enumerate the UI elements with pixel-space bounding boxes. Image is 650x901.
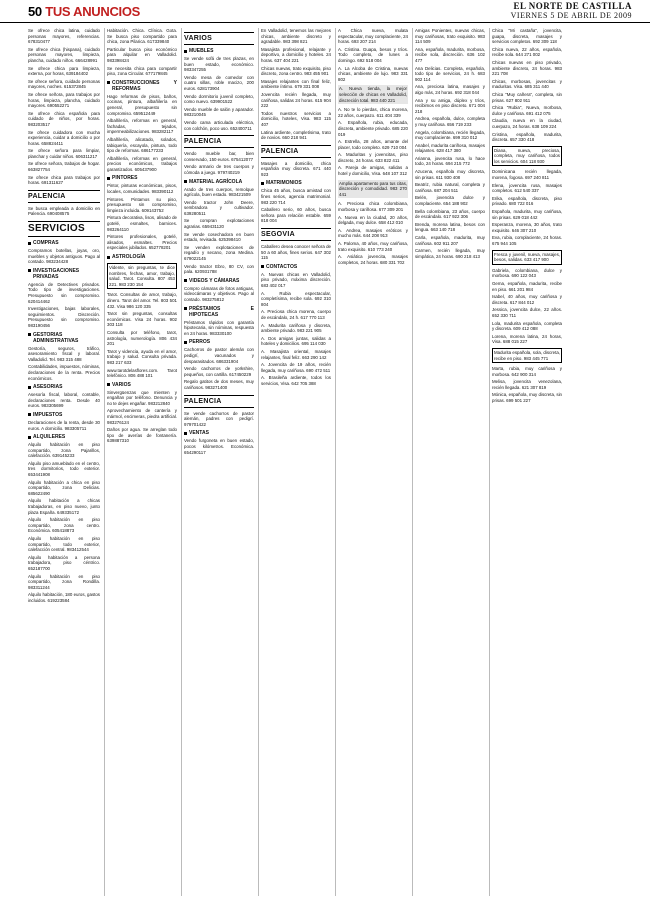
highlighted-ad: Amplia apartamento para tus citas, discreción y comodidad. 983 270 441	[339, 180, 407, 197]
classified-ad: Se necesita chica para compartir piso, zona Circular. 677179845	[107, 65, 177, 77]
classified-ad: www.tarotdelasflores.com. Tarot telefónico. 806 488 101	[107, 367, 177, 379]
classified-ad: Chica 45 años, busca amistad con fines serios, agencia matrimonial. 983 220 714	[261, 188, 331, 205]
classified-ad: Pintura decorativa, lisos, alisado de gotelé, esmaltes, barnices. 983264110	[107, 215, 177, 232]
classified-ad: Alquilo habitación, 180 euros, gastos incluidos. 619223584	[28, 592, 100, 603]
classified-ad: Brenda, morena latina, besos con lengua. 663 140 718	[415, 221, 485, 233]
classified-ad: Declaraciones de la renta, desde 30 euros. A domicilio. 983305711	[28, 419, 100, 431]
classified-ad: Se ofrece señora, trabajos de hogar. 663827754	[28, 161, 100, 173]
classified-ad: Asesoría fiscal, laboral, contable, declaraciones renta. Desde 40 euros. 983305699	[28, 392, 100, 409]
classified-ad: Elena, jovencita rusa, masajes completos. 612 540 337	[492, 182, 562, 194]
classified-ad: Sinvergüenzas que mienten y engañan por teléfono. Denuncia y no te dejes engañar. 983212840	[107, 389, 177, 406]
section-heading: PALENCIA	[28, 190, 100, 203]
classified-ad: Vendo furgoneta en buen estado, pocos kilómetros. Económica. 654290117	[184, 438, 254, 455]
category-heading: PINTORES	[107, 175, 177, 181]
classified-ad: Ana, española, madurita, morbosa, recibe sola, discreción. 636 102 477	[415, 46, 485, 63]
classified-ad: Cristina, española, madurita, discreta. 657 330 418	[492, 131, 562, 143]
classified-ad: Jovencita recién llegada, muy cariñosa, salidas 24 horas. 615 904 222	[261, 91, 331, 109]
classified-ad: Vendo tractor John Deere, sembradora y cultivador. 639280511	[184, 199, 254, 216]
classified-ad: Se ofrece cuidadora con mucha experiencia, cuidar a domicilio o por horas. 658824411	[28, 129, 100, 146]
classified-ad: Masajes relajantes con final feliz, ambiente íntimo. 679 331 008	[261, 78, 331, 90]
classified-ad: Carmen, recién llegada, muy simpática, 24 horas. 690 218 413	[415, 248, 485, 259]
classified-ad: Cachorros de pastor alemán con pedigrí, vacunados y desparasitados. 686331904	[184, 347, 254, 364]
classified-ad: Lorena, morena latina, 24 horas, Visa. 688 015 227	[492, 333, 562, 345]
classified-ad: Latina ardiente, completísima, trato de novios. 660 218 941	[261, 129, 331, 141]
category-heading: PRÉSTAMOS E HIPOTECAS	[184, 306, 254, 318]
featured-ad: Fresca y juvenil, nueva, masajes, besos, salidas. 633 417 900	[492, 250, 562, 265]
classified-ad: Angela, colombiana, recién llegada, muy complaciente. 699 310 012	[415, 129, 485, 141]
featured-ad: Madurita española, sola, discreta, recibe en piso. 983 445 771	[492, 348, 562, 363]
category-heading: GESTORIAS ADMINISTRATIVAS	[28, 332, 100, 344]
classified-ad: Tarot sin preguntas, consultas económicas. Visa 24 horas. 902 303 118	[107, 311, 177, 328]
classified-ad: Se vende sofá de tres plazas, en buen estado, económico. 983347255	[184, 56, 254, 73]
classified-ad: Aprovechamiento de cantería y mármol, encimeras, piedra artificial. 983276124	[107, 408, 177, 425]
classified-ad: Mónica, española, muy discreta, sin prisas. 699 501 227	[492, 392, 562, 404]
classified-column	[28, 28, 100, 896]
classified-ad: Esperanza, morena, 30 años, trato exquisito. 646 307 210	[492, 222, 562, 233]
classified-ad: Gestoría, seguros, tráfico, asesoramiento fiscal y laboral. Valladolid. Tel. 983 315 488	[28, 345, 100, 362]
category-heading: MATERIAL AGRÍCOLA	[184, 179, 254, 185]
classified-ad: Anabel, madurita cariñosa, masajes relajantes. 628 417 380	[415, 142, 485, 154]
section-heading: PALENCIA	[184, 395, 254, 408]
classified-ad: Bella colombiana, 23 años, cuerpo de escándalo. 617 922 306	[415, 208, 485, 220]
classified-ad: Gema, española, madurita, recibe en piso. 661 201 984	[492, 280, 562, 292]
classified-ad: A. Asiática jovencita, masajes completos, 24 horas. 680 331 702	[338, 254, 408, 265]
classified-ad: A. No te lo pierdas, chica morena, 22 años, cuerpazo. 611 404 339	[338, 107, 408, 118]
classified-ad: Vendo mueble bar, bien conservado, 150 euros. 675412077	[184, 151, 254, 162]
section-heading: PALENCIA	[261, 145, 331, 158]
classified-ad: Amigas Ponientes, nuevas chicas, muy cariñosas, trato exquisito. 983 114 509	[415, 28, 485, 45]
newspaper-name: EL NORTE DE CASTILLA	[513, 1, 632, 11]
classified-ad: Vendo cachorros de yorkshire, pequeños, con cartilla. 617450229	[184, 366, 254, 377]
section-heading: VARIOS	[184, 32, 254, 45]
classified-ad: Alquilo habitación a persona trabajadora, piso céntrico. 652187700	[28, 554, 100, 571]
classified-ad: Carla, española, madurita, muy cariñosa. 602 911 207	[415, 235, 485, 246]
classified-ad: Vendo mueble de salón y aparador. 983210045	[184, 106, 254, 118]
classified-ad: Se ofrece chica latina, cuidado personas mayores, referencias. 678310477	[28, 28, 100, 45]
classified-ad: A. Española, rubia, educada, discreta, ambiente privado. 685 220 019	[338, 120, 408, 137]
classified-ad: Pintores. Pintamos su piso, presupuesto sin compromiso, limpieza incluida. 609143752	[107, 196, 177, 213]
classified-ad: A. Pareja de amigas, salidas a hotel y domicilio, Visa. 648 107 312	[338, 165, 408, 177]
section-heading: PALENCIA	[184, 135, 254, 148]
classified-ad: Alquilo piso amueblado en el centro, tres dormitorios, todo exterior. 653441908	[28, 460, 100, 478]
classified-ad: Alquilo habitación en piso compartido, zona centro. Económica. 605418873	[28, 517, 100, 534]
classified-ad: Alquilo habitación a chicas trabajadoras, en piso nuevo, junto plaza España. 649335172	[28, 498, 100, 515]
classified-ad: A. Cristina. Guapa, besos y tríos. Todo completo, de lunes a domingo. 692 518 004	[338, 46, 408, 63]
classified-ad: Chica "Mi castaña", jovencita, guapa, discreta, masajes y servicios completos. 692 309 118	[492, 28, 562, 45]
highlighted-ad: A. Nueva tienda, la mejor selección de chicas en Valladolid, discreción total. 983 440 221	[339, 86, 407, 103]
classified-ad: Contabilidades, impuestos, nóminas, declaraciones de la renta. Precios económicos.	[28, 364, 100, 381]
category-heading: IMPUESTOS	[28, 412, 100, 418]
category-heading: VARIOS	[107, 382, 177, 388]
featured-ad: Vidente, sin preguntas, te dice nombres, fechas, amor, trabajo, salud. Tarot. Consulta. 807 453 221. 983 230 154	[107, 263, 177, 289]
classified-ad: Regalo gatitos de dos meses, muy cariñosos. 983271400	[184, 379, 254, 390]
classified-column	[412, 28, 485, 896]
classified-columns	[28, 28, 632, 896]
classified-column	[104, 28, 177, 896]
classified-ad: A. La Alcoba de Cristina, nuevas chicas, ambiente de lujo. 983 331 802	[338, 65, 408, 82]
page-number-and-section	[28, 4, 140, 19]
classified-ad: Andrea, española, dulce, completa y muy cariñosa. 656 719 233	[415, 116, 485, 127]
classified-ad: Vendo cama articulada eléctrica, con colchón, poco uso. 652400711	[184, 119, 254, 131]
classified-ad: Consulta por teléfono, tarot, astrología, numerología. 806 434 201	[107, 329, 177, 347]
classified-ad: Alquilo habitación en piso compartido, todo exterior, calefacción central. 983412544	[28, 536, 100, 553]
classified-ad: Albañilería, reformas en general, fachadas, tejados, impermeabilizaciones. 983282117	[107, 118, 177, 135]
classified-column	[489, 28, 562, 896]
classified-ad: Tarot. Consultas de amor, trabajo, dinero. Tarot del amor. Tel. 803 501 432. Visa 986 120 335	[107, 292, 177, 309]
page-number: 50	[28, 4, 42, 19]
classified-ad: Azucena, española muy discreta, sin prisas. 611 930 408	[415, 169, 485, 180]
classified-ad: Arado de tres cuerpos, remolque agrícola, buen estado. 983421509	[184, 186, 254, 198]
classified-column	[258, 28, 331, 896]
classified-column	[335, 28, 408, 896]
classified-ad: Préstamos rápidos con garantía hipotecaria, sin nóminas, respuesta en 24 horas. 983330100	[184, 319, 254, 336]
category-heading: MATRIMONIOS	[261, 180, 331, 186]
featured-ad: Diana, nueva, preciosa, completa, muy cariñosa, todos los servicios. 604 118 930	[492, 146, 562, 167]
classified-ad: A. Masajista oriental, masajes relajantes, final feliz. 663 290 142	[261, 348, 331, 360]
classified-ad: Alquilo habitación a chica en piso compartido, zona Delicias. 685622490	[28, 479, 100, 496]
classified-ad: A. Nuevas chicas en Valladolid, piso privado, máxima discreción. 683 402 017	[261, 271, 331, 288]
classified-ad: En Valladolid, tenemos las mejores chicas, ambiente discreto y agradable. 983 398 821	[261, 28, 331, 45]
category-heading: CONTACTOS	[261, 264, 331, 270]
classified-ad: A. Maduritas y jovencitas, piso discreto, 24 horas. 633 822 411	[338, 152, 408, 163]
classified-ad: Albañilería, reformas en general, precios económicos, trabajos garantizados. 605437900	[107, 155, 177, 172]
classified-ad: A. Madurita cariñosa y discreta, ambiente privado. 983 221 905	[261, 322, 331, 334]
classified-ad: Claudia, nueva en la ciudad, cuerpazo, 24 horas. 638 109 224	[492, 118, 562, 129]
category-heading: ALQUILERES	[28, 434, 100, 440]
page-header	[0, 0, 650, 23]
classified-ad: Chicas nuevas en piso privado, ambiente discreto, 24 horas. 983 221 708	[492, 59, 562, 77]
category-heading: ASESORIAS	[28, 384, 100, 390]
classified-ad: Pintor, pinturas económicas, pisos, locales, comunidades. 983390112	[107, 183, 177, 195]
classified-ad: Isabel, 40 años, muy cariñosa y discreta. 617 844 012	[492, 294, 562, 305]
classified-ad: A. Brasileña ardiente, todos los servicios, Visa. 642 705 388	[261, 375, 331, 386]
classified-ad: Se compran explotaciones agrarias. 659431120	[184, 218, 254, 230]
classified-ad: Española, madurita, muy cariñosa, sin prisas. 629 018 442	[492, 209, 562, 220]
category-heading: INVESTIGACIONES PRIVADAS	[28, 268, 100, 280]
classified-ad: Se ofrece señora, para trabajos por horas, limpieza, plancha, cuidado mayores. 690552271	[28, 91, 100, 109]
classified-ad: Vendo dormitorio juvenil completo, como nuevo. 639901522	[184, 93, 254, 105]
classified-ad: Se venden explotaciones de regadío y secano, zona Medina. 679022145	[184, 244, 254, 262]
classified-ad: Jessica, jovencita dulce, 22 años. 652 330 711	[492, 307, 562, 318]
classified-ad: A. Paloma, 40 años, muy cariñosa, trato exquisito. 610 773 240	[338, 241, 408, 252]
classified-ad: Tarot y videncia, ayuda en el amor, trabajo y salud. Consulta privada. 983 217 633	[107, 348, 177, 365]
classified-ad: Vendo tractor Ebro, 80 CV, con pala. 620931788	[184, 263, 254, 275]
classified-ad: Agencia de Detectives privados. Todo tipo de investigaciones. Presupuesto sin compromiso. 620414462	[28, 281, 100, 304]
classified-ad: Arianna, jovencita rusa, lo hace todo, 24 horas. 694 215 772	[415, 155, 485, 167]
classified-ad: Se ofrece chica para limpieza, externa, por horas, 639184402	[28, 65, 100, 77]
classified-ad: Chicas nuevas, trato exquisito, piso discreto, zona centro. 983 455 901	[261, 65, 331, 77]
classified-ad: Se vende cachorros de pastor alemán, padres con pedigrí. 979701422	[184, 410, 254, 427]
classified-ad: Dominicana recién llegada, morena, fogosa. 697 240 811	[492, 169, 562, 181]
section-heading: SEGOVIA	[261, 228, 331, 241]
classified-ad: Melisa, jovencita venezolana, recién llegada. 621 307 819	[492, 379, 562, 390]
classified-ad: Ana Delicias. Completa, española, todo tipo de servicios, 24 h. 683 902 114	[415, 65, 485, 82]
classified-ad: Investigaciones, bajas laborales, seguimientos. Discreción. Presupuesto sin compromiso. 983190456	[28, 306, 100, 328]
issue-date: VIERNES 5 DE ABRIL DE 2009	[510, 11, 632, 20]
classified-ad: Se busca empleada a domicilio en Palencia. 690408575	[28, 205, 100, 217]
classified-ad: Vendo mesa de comedor con cuatro sillas, roble macizo, 200 euros. 628173904	[184, 74, 254, 91]
classified-ad: Se ofrece señora para limpiar, planchar y cuidar niños. 606311217	[28, 148, 100, 159]
classified-ad: Compro cámaras de fotos antiguas, videocámaras y objetivos. Pago al contado. 983275812	[184, 285, 254, 302]
classified-ad: Se ofrece chica española para cuidado de niños, por horas. 983203517	[28, 110, 100, 127]
category-heading: MUEBLES	[184, 48, 254, 54]
classified-ad: Marta, rubia, muy cariñosa y morbosa. 642 900 314	[492, 366, 562, 377]
classified-ad: Alquilo habitación en piso compartido, zona Rondilla. 983311244	[28, 573, 100, 590]
classified-ad: A. Rubia espectacular, completísima, recibe sola. 692 310 804	[261, 290, 331, 307]
section-title: TUS ANUNCIOS	[45, 4, 141, 19]
classified-ad: A. Andrea, masajes eróticos y mucho más. 644 208 913	[338, 227, 408, 239]
classified-ad: Chica "Rubia", Nueva, morbosa, dulce y cariñosa. 691 412 075	[492, 105, 562, 116]
classified-ad: Compramos botellas, joyas, oro, muebles y objetos antiguos. Pago al contado. 983234428	[28, 248, 100, 265]
classified-ad: Caballero desea conocer señora de 50 a 60 años, fines serios. 647 302 115	[261, 244, 331, 261]
classified-ad: Particular busca piso económico para alquilar en Valladolid. 983398424	[107, 46, 177, 63]
classified-ad: Ana, preciosa latina, masajes y algo más, 24 horas. 692 318 044	[415, 84, 485, 95]
classified-ad: Alquilo habitación en piso compartido, zona Pajarillos, calefacción. 639145233	[28, 442, 100, 459]
category-heading: COMPRAS	[28, 240, 100, 246]
classified-ad: Chicas, morbosas, jovencitas y maduritas. Visa. 685 311 440	[492, 78, 562, 90]
category-heading: VENTAS	[184, 430, 254, 436]
category-heading: VIDEOS Y CÁMARAS	[184, 278, 254, 284]
classified-ad: Masajes a domicilio, chica española muy discreta. 671 440 923	[261, 160, 331, 177]
classified-ad: Gabriela, colombiana, dulce y morbosa. 690 122 043	[492, 267, 562, 279]
classified-ad: A. Estrella, 28 años, amante del placer, todo completo. 629 710 004	[338, 139, 408, 150]
classified-ad: Hago reformas de pisos, baños, cocinas, pintura, albañilería en general, presupuesto sin compromiso. 659512449	[107, 93, 177, 116]
category-heading: PERROS	[184, 339, 254, 345]
classified-ad: Caballero serio, 60 años, busca señora para relación estable. 659 818 004	[261, 207, 331, 224]
classified-ad: Se ofrece chica para trabajos por horas. 691311627	[28, 174, 100, 186]
classified-ad: Daños por agua. Se arreglan todo tipo de averías de fontanería. 639887310	[107, 427, 177, 444]
classified-ad: A. Dos amigas juntas, salidas a hoteles y domicilios. 695 114 030	[261, 335, 331, 347]
classified-ad: Ana y su amiga, dúplex y tríos, recibimos en piso discreto. 671 004 218	[415, 97, 485, 114]
classified-ad: Pintores profesionales, gotelé, alisados, esmaltes. Precios especiales jubilados. 652778201	[107, 234, 177, 251]
classified-ad: Lola, madurita española, completa y discreta. 609 412 088	[492, 320, 562, 332]
classified-ad: Se ofrece señora, cuidado personas mayores, noches. 615372845	[28, 78, 100, 90]
classified-ad: Erika, española, discreta, piso privado. 680 722 016	[492, 195, 562, 207]
classified-ad: Habitación. Chica. Clínica. Gota. Se busca piso compartido para chica, zona Pilarica. 617339840	[107, 28, 177, 45]
category-heading: CONSTRUCCIONES Y REFORMAS	[107, 80, 177, 92]
classified-ad: A. Nueva en la ciudad, 20 años, delgada, muy dulce. 658 412 010	[338, 214, 408, 226]
classified-ad: A. Preciosa chica morena, cuerpo de escándalo, 24 h. 617 770 113	[261, 309, 331, 320]
classified-ad: Chica "Muy cañera", completa, sin prisas. 627 802 911	[492, 91, 562, 103]
classified-ad: Vendo armario de tres cuerpos y cómoda a juego. 979740219	[184, 164, 254, 175]
classified-column	[181, 28, 254, 896]
classified-ad: Se ofrece chica (hispana), cuidado personas mayores, limpieza, plancha, cuidado niños. 666428991	[28, 46, 100, 63]
classified-ad: Chica nueva, 22 años, española, recibe sola. 644 271 002	[492, 46, 562, 58]
classified-ad: A. Preciosa chica colombiana, morbosa y cariñosa. 677 309 201	[338, 201, 408, 213]
classified-ad: Eva, rubia, complaciente, 24 horas. 675 944 105	[492, 235, 562, 246]
section-heading: SERVICIOS	[28, 221, 100, 237]
classified-ad: Todos nuestros servicios a domicilio, hoteles, Visa. 983 115 407	[261, 110, 331, 127]
classified-ad: Masajista profesional, relajante y deportivo, a domicilio y hoteles. 24 horas. 637 404 221	[261, 46, 331, 63]
classified-ad: A Chica nueva, mulata espectacular, muy complaciente, 24 horas. 693 207 214	[338, 28, 408, 45]
classified-ad: Belén, jovencita dulce y complaciente. 654 188 902	[415, 195, 485, 207]
classified-ad: A. Jovencita de 19 años, recién llegada, muy cariñosa. 690 472 511	[261, 362, 331, 373]
classified-ad: Se vende cosechadora en buen estado, revisada. 625398410	[184, 231, 254, 243]
paper-info	[511, 2, 632, 20]
category-heading: ASTROLOGÍA	[107, 254, 177, 260]
classified-ad: Beatriz, rubia natural, completa y cariñosa. 687 204 511	[415, 182, 485, 193]
classified-ad: Albañilería, alicatado, solados, tabiquería, escayola, pintura, todo tipo de reformas. 686177233	[107, 136, 177, 154]
